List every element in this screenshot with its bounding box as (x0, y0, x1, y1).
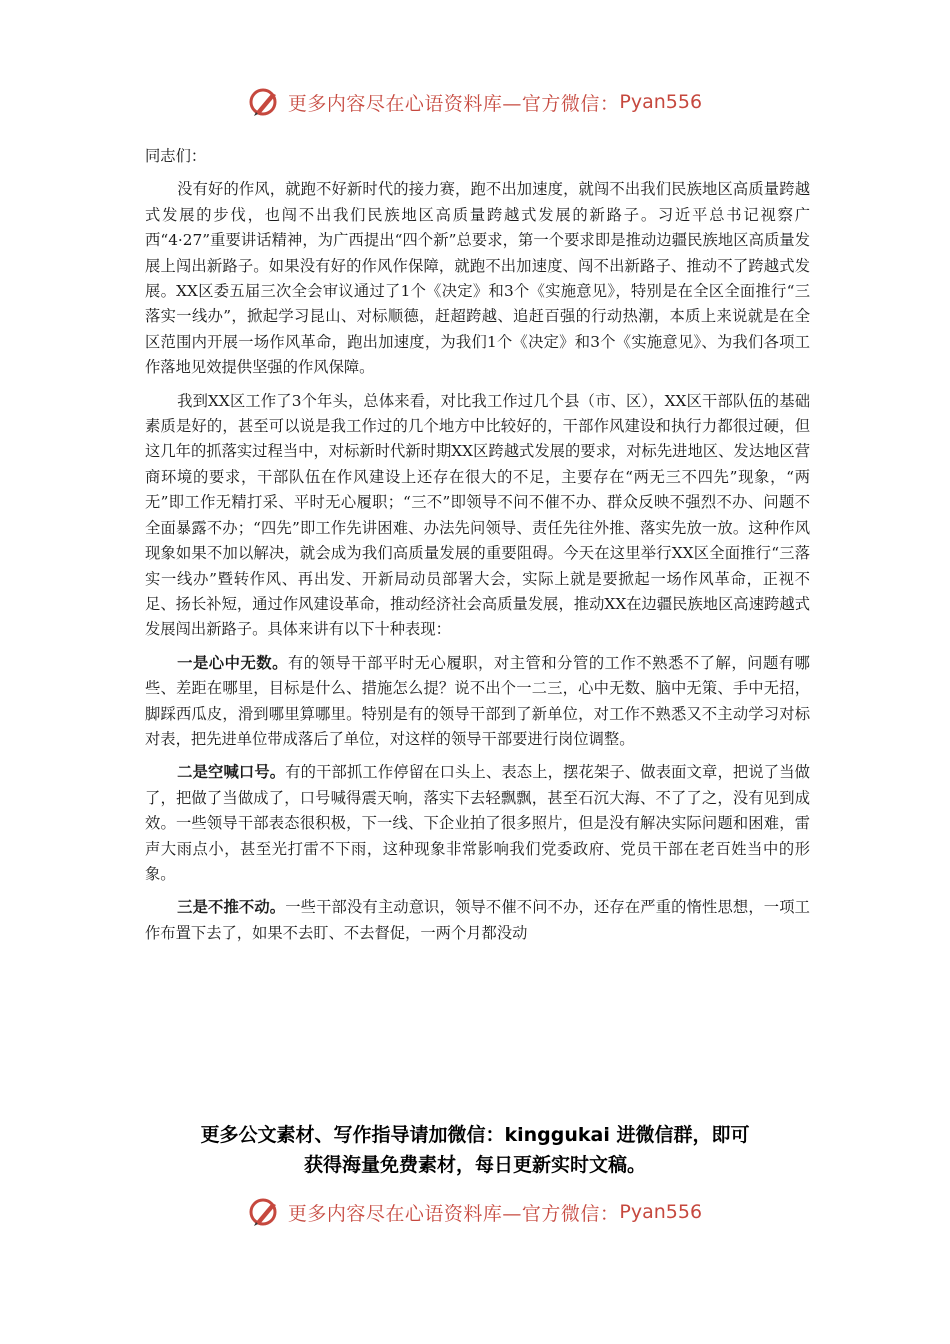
point-item (145, 651, 810, 753)
paragraph: 我到XX区工作了3个年头，总体来看，对比我工作过几个县（市、区），XX区干部队伍的基础素质是好的，甚至可以说是我工作过的几个地方中比较好的，干部作风建设和执行力都很过硬，但这几年的抓落实过程当中，对标新时代新时期XX区跨越式发展的要求，对标先进地区、发达地区营商环境的要求，干部队伍在作风建设上还存在很大的不足，主要存在“两无三不四先”现象，“两无”即工作无精打采、平时无心履职；“三不”即领导不问不催不办、群众反映不强烈不办、问题不全面暴露不办；“四先”即工作先讲困难、办法先问领导、责任先往外推、落实先放一放。这种作风现象如果不加以解决，就会成为我们高质量发展的重要阻碍。今天在这里举行XX区全面推行“三落实一线办”暨转作风、再出发、开新局动员部署大会，实际上就是要掀起一场作风革命，正视不足、扬长补短，通过作风建设革命，推动经济社会高质量发展，推动XX在边疆民族地区高速跨越式发展闯出新路子。具体来讲有以下十种表现： (145, 391, 810, 639)
footer-banner-text: 更多内容尽在心语资料库—官方微信： (287, 1202, 620, 1225)
salutation: 同志们： (145, 147, 207, 165)
point-body: 有的领导干部平时无心履职，对主管和分管的工作不熟悉不了解，问题有哪些、差距在哪里，目标是什么、措施怎么提？说不出个一二三，心中无数、脑中无策、手中无招，脚踩西瓜皮，滑到哪里算哪里。特别是有的领导干部到了新单位，对工作不熟悉又不主动学习对标对表，把先进单位带成落后了单位，对这样的领导干部要进行岗位调整。 (145, 653, 810, 748)
point-body: 有的干部抓工作停留在口头上、表态上，摆花架子、做表面文章，把说了当做了，把做了当做成了，口号喊得震天响，落实下去轻飘飘，甚至石沉大海、不了了之，没有见到成效。一些领导干部表态很积极，下一线、下企业拍了很多照片，但是没有解决实际问题和困难，雷声大雨点小，甚至光打雷不下雨，这种现象非常影响我们党委政府、党员干部在老百姓当中的形象。 (145, 763, 810, 883)
point-title: 一是心中无数。 (177, 653, 288, 672)
header-banner (0, 82, 950, 122)
footer-wechat-id: Pyan556 (619, 1201, 703, 1223)
promo-line: 获得海量免费素材，每日更新实时文稿。 (303, 1154, 646, 1176)
footer-banner (0, 1192, 950, 1232)
pen-logo-icon (248, 1195, 282, 1229)
header-wechat-id: Pyan556 (619, 91, 703, 113)
promo-line: 更多公文素材、写作指导请加微信：kinggukai 进微信群，即可 (200, 1124, 750, 1146)
point-item (145, 895, 810, 946)
pen-logo-icon (248, 85, 282, 119)
point-item (145, 760, 810, 887)
point-title: 三是不推不动。 (177, 898, 286, 917)
point-title: 二是空喊口号。 (177, 763, 286, 782)
promo-notice (100, 1120, 850, 1180)
point-body: 一些干部没有主动意识，领导不催不问不办，还存在严重的惰性思想，一项工作布置下去了，如果不去盯、不去督促，一两个月都没动 (145, 898, 810, 942)
header-banner-text: 更多内容尽在心语资料库—官方微信： (287, 92, 620, 115)
paragraph: 没有好的作风，就跑不好新时代的接力赛，跑不出加速度，就闯不出我们民族地区高质量跨越式发展的步伐，也闯不出我们民族地区高质量跨越式发展的新路子。习近平总书记视察广西“4·27”重要讲话精神，为广西提出“四个新”总要求，第一个要求即是推动边疆民族地区高质量发展上闯出新路子。如果没有好的作风作保障，就跑不出加速度、闯不出新路子、推动不了跨越式发展。XX区委五届三次全会审议通过了1个《决定》和3个《实施意见》，特别是在全区全面推行“三落实一线办”，掀起学习昆山、对标顺德，赶超跨越、追赶百强的行动热潮，本质上来说就是在全区范围内开展一场作风革命，跑出加速度，为我们1个《决定》和3个《实施意见》、为我们各项工作落地见效提供坚强的作风保障。 (145, 180, 810, 377)
document-body (145, 144, 810, 954)
